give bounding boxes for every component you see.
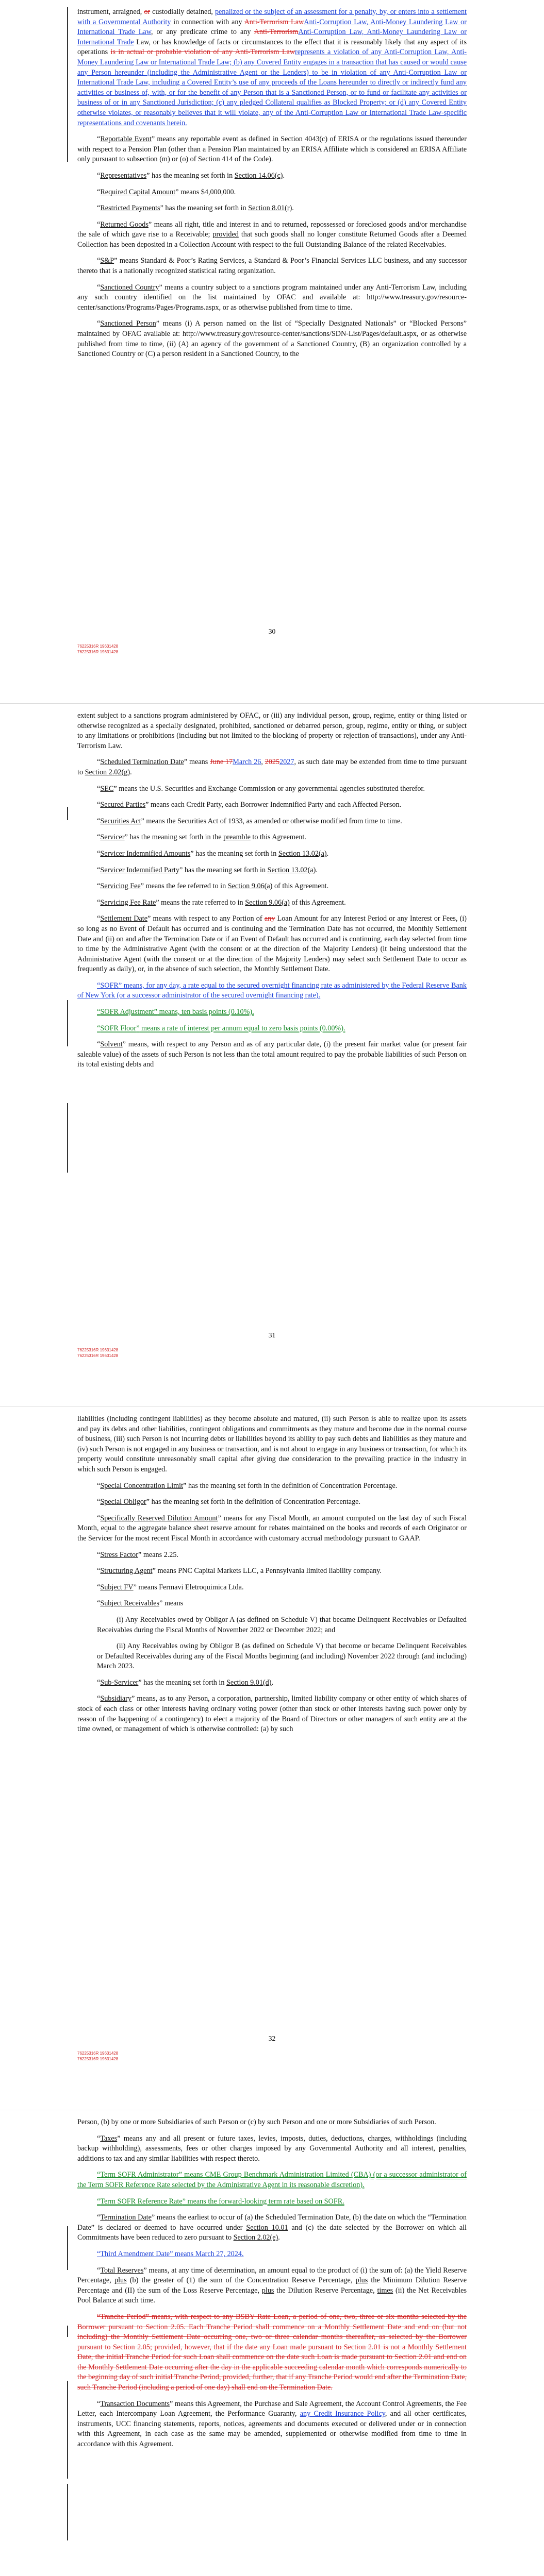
def-tranche-period-deleted: “Tranche Period” means, with respect to any BSBY Rate Loan, a period of one, two, three or six months selected by the Borrower pursuant to Section 2.05. Each Tranche Period shall commence on a Monthly Settlement Date and end on (but not including) the Monthly Settlement Date occurring one, two or three calendar months thereafter, as selected by the Borrower pursuant to Section 2.05; provided, however, that if the date any Loan made pursuant to Section 2.01 is not a Monthly Settlement Date, the initial Tranche Period for such Loan shall commence on the date such Loan is made pursuant to Section 2.01 and end on the Monthly Settlement Date occurring after the day in the applicable succeeding calendar month which corresponds numerically to the beginning day of such initial Tranche Period, provided, further, that if any Tranche Period would end after the Termination Date, such Tranche Period (including a period of one day) shall end on the Termination Date.: [77, 2312, 467, 2392]
subject-receivables-clause-i: (i) Any Receivables owed by Obligor A (as defined on Schedule V) that became Delinquent Receivables or Defaulted Receivables during the Fiscal Months of November 2022 or December 2022; and: [97, 1615, 467, 1634]
def-sofr-floor: “SOFR Floor” means a rate of interest per annum equal to zero basis points (0.00%).: [97, 1024, 345, 1032]
change-bar: [67, 2484, 68, 2540]
page-number: 32: [268, 2035, 276, 2042]
paragraph-intro: instrument, arraigned, or custodially detained, penalized or the subject of an assessment for a penalty, by, or enters into a settlement with a Governmental Authority in connection with any Anti-Terrorism LawAnti-Corruption Law, Anti-Money Laundering Law or International Trade Law, or any predicate crime to any Anti-TerrorismAnti-Corruption Law, Anti-Money Laundering Law or International Trade Law, or has knowledge of facts or circumstances to the effect that it is reasonably likely that any aspect of its operations is in actual or probable violation of any Anti-Terrorism Lawrepresents a violation of any Anti-Corruption Law, Anti-Money Laundering Law or International Trade Law; (b) any Covered Entity engages in a transaction that has caused or would cause any Person hereunder (including the Administrative Agent or the Lenders) to be in violation of any Anti-Corruption Law or International Trade Law, including a Covered Entity’s use of any proceeds of the Loans hereunder to directly or indirectly fund any activities or business of, with, or for the benefit of any Person that is a Sanctioned Person, or to fund or facilitate any activities or business of or in any Sanctioned Jurisdiction; (c) any pledged Collateral qualifies as Blocked Property; or (d) any Covered Entity otherwise violates, or reasonably believes that it will violate, any of the Anti-Corruption Law or International Trade Law-specific representations and covenants herein.: [77, 8, 467, 127]
def-required-capital-amount: “Required Capital Amount” means $4,000,000.: [97, 188, 236, 196]
def-stress-factor: “Stress Factor” means 2.25.: [97, 1550, 179, 1559]
page-30: [0, 0, 544, 703]
def-restricted-payments: “Restricted Payments” has the meaning set forth in Section 8.01(r).: [97, 204, 294, 213]
def-scheduled-termination-date: “Scheduled Termination Date” means June 17March 26, 20252027, as such date may be extended from time to time pursuant to Section 2.02(g).: [77, 758, 467, 776]
change-bar: [67, 2381, 68, 2479]
def-taxes: “Taxes” means any and all present or future taxes, levies, imposts, duties, deductions, charges, withholdings (including backup withholding), assessments, fees or other charges imposed by any Governmental Authority and all interest, penalties, additions to tax and any similar liabilities with respect thereto.: [77, 2134, 467, 2163]
def-servicing-fee-rate: “Servicing Fee Rate” means the rate referred to in Section 9.06(a) of this Agreement.: [97, 898, 346, 907]
def-subsidiary: “Subsidiary” means, as to any Person, a corporation, partnership, limited liability company or other entity of which shares of stock of each class or other interests having ordinary voting power (other than stock or other interests having such power only by reason of the happening of a contingency) to elect a majority of the Board of Directors or other managers of such entity are at the time owned, or management of which is otherwise controlled: (a) by such: [77, 1694, 467, 1734]
def-sub-servicer: “Sub-Servicer” has the meaning set forth in Section 9.01(d).: [97, 1678, 274, 1687]
page-32: [0, 1406, 544, 2110]
change-bar: [67, 2326, 68, 2337]
def-sofr: “SOFR” means, for any day, a rate equal to the secured overnight financing rate as administered by the Federal Reserve Bank of New York (or a successor administrator of the secured overnight financing rate).: [77, 981, 467, 1000]
change-bar: [67, 1000, 68, 1046]
def-term-sofr-reference-rate: “Term SOFR Reference Rate” means the forward-looking term rate based on SOFR.: [97, 2197, 344, 2206]
footer-doc-id: 76225316R 19631428 76225316R 19631428: [77, 1348, 119, 1358]
def-term-sofr-administrator: “Term SOFR Administrator” means CME Group Benchmark Administration Limited (CBA) (or a successor administrator of the Term SOFR Reference Rate selected by the Administrative Agent in its reasonable discretion).: [77, 2171, 467, 2189]
def-securities-act: “Securities Act” means the Securities Act of 1933, as amended or otherwise modified from time to time.: [97, 817, 402, 825]
def-settlement-date: “Settlement Date” means with respect to any Portion of any Loan Amount for any Interest Period or any Interest or Fees, (i) so long as no Event of Default has occurred and is continuing and the Termination Date has not occurred, the Monthly Settlement Date and (ii) on and after the Termination Date or if an Event of Default has occurred and is continuing, each day selected from time to time by the Administrative Agent (with the consent or at the direction of the Majority Lenders) (it being understood that the Administrative Agent (with the consent or at the direction of the Majority Lenders) may select such Settlement Date to occur as frequently as daily), or, in the absence of such selection, the Monthly Settlement Date.: [77, 914, 467, 974]
def-returned-goods: “Returned Goods” means all right, title and interest in and to returned, repossessed or foreclosed goods and/or merchandise the sale of which gave rise to a Receivable; provided that such goods shall no longer constitute Returned Goods after a Deemed Collection has been deposited in a Collection Account with respect to the full Outstanding Balance of the related Receivables.: [77, 220, 467, 249]
def-representatives: “Representatives” has the meaning set forth in Section 14.06(c).: [97, 171, 285, 180]
def-secured-parties: “Secured Parties” means each Credit Party, each Borrower Indemnified Party and each Affected Person.: [97, 801, 402, 809]
page-31: [0, 703, 544, 1406]
def-third-amendment-date: “Third Amendment Date” means March 27, 2024.: [97, 2249, 244, 2258]
def-reportable-event: “Reportable Event” means any reportable event as defined in Section 4043(c) of ERISA or the regulations issued thereunder with respect to a Pension Plan (other than a Pension Plan maintained by an ERISA Affiliate which is considered an ERISA Affiliate only pursuant to subsection (m) or (o) of Section 414 of the Code).: [77, 135, 467, 164]
change-bar: [67, 7, 68, 162]
paragraph-continued: Person, (b) by one or more Subsidiaries of such Person or (c) by such Person and one or more Subsidiaries of such Person.: [77, 2118, 436, 2126]
def-s-and-p: “S&P” means Standard & Poor’s Rating Services, a Standard & Poor’s Financial Services LLC business, and any successor thereto that is a nationally recognized statistical rating organization.: [77, 257, 467, 276]
def-termination-date: “Termination Date” means the earliest to occur of (a) the Scheduled Termination Date, (b) the date on which the “Termination Date” is declared or deemed to have occurred under Section 10.01 and (c) the date selected by the Borrower on which all Commitments have been reduced to zero pursuant to Section 2.02(e).: [77, 2213, 467, 2242]
def-servicing-fee: “Servicing Fee” means the fee referred to in Section 9.06(a) of this Agreement.: [97, 882, 329, 891]
subject-receivables-clause-ii: (ii) Any Receivables owing by Obligor B (as defined on Schedule V) that become or became Delinquent Receivables or Defaulted Receivables during any of the Fiscal Months beginning (and including) November 2022 through (and including) March 2023.: [97, 1642, 467, 1671]
page-number: 31: [268, 1331, 276, 1339]
def-servicer: “Servicer” has the meaning set forth in the preamble to this Agreement.: [97, 833, 306, 842]
def-structuring-agent: “Structuring Agent” means PNC Capital Markets LLC, a Pennsylvania limited liability company.: [97, 1567, 382, 1575]
def-transaction-documents: “Transaction Documents” means this Agreement, the Purchase and Sale Agreement, the Account Control Agreements, the Fee Letter, each Intercompany Loan Agreement, the Performance Guaranty, any Credit Insurance Policy, and all other certificates, instruments, UCC financing statements, reports, notices, agreements and documents executed or delivered under or in connection with this Agreement, in each case as the same may be amended, supplemented or otherwise modified from time to time in accordance with this Agreement.: [77, 2399, 467, 2449]
footer-doc-id: 76225316R 19631428 76225316R 19631428: [77, 2051, 119, 2061]
def-servicer-indemnified-amounts: “Servicer Indemnified Amounts” has the meaning set forth in Section 13.02(a).: [97, 849, 329, 858]
def-total-reserves: “Total Reserves” means, at any time of determination, an amount equal to the product of (i) the sum of: (a) the Yield Reserve Percentage, plus (b) the greater of (1) the sum of the Concentration Reserve Percentage, plus the Minimum Dilution Reserve Percentage and (II) the sum of the Loss Reserve Percentage, plus the Dilution Reserve Percentage, times (ii) the Net Receivables Pool Balance at such time.: [77, 2266, 467, 2305]
paragraph-continued: liabilities (including contingent liabilities) as they become absolute and matured, (ii) such Person is able to realize upon its assets and pay its debts and other liabilities, contingent obligations and commitments as they mature and become due in the normal course of business, (iii) such Person is not incurring debts or liabilities beyond its ability to pay such debts and liabilities as they mature and (iv) such Person is not engaged in any business or transaction, and is not about to engage in any business or transaction, for which its property would constitute unreasonably small capital after giving due consideration to the prevailing practice in the industry in which such Person is engaged.: [77, 1415, 467, 1473]
def-sec: “SEC” means the U.S. Securities and Exchange Commission or any governmental agencies substituted therefor.: [97, 784, 425, 793]
page-number: 30: [268, 628, 276, 635]
def-subject-fv: “Subject FV” means Fermavi Eletroquimica Ltda.: [97, 1583, 244, 1591]
def-special-concentration-limit: “Special Concentration Limit” has the meaning set forth in the definition of Concentration Percentage.: [97, 1481, 398, 1490]
def-sanctioned-country: “Sanctioned Country” means a country subject to a sanctions program maintained under any Anti-Terrorism Law, including any such country identified on the list maintained by OFAC and available at: http://www.treasury.gov/resource-center/sanctions/Programs/Pages/Programs.aspx, or as otherwise published from time to time.: [77, 283, 467, 312]
def-special-obligor: “Special Obligor” has the meaning set forth in the definition of Concentration Percentage.: [97, 1498, 361, 1506]
def-sanctioned-person: “Sanctioned Person” means (i) A person named on the list of “Specially Designated Nationals” or “Blocked Persons” maintained by OFAC available at: http://www.treasury.gov/resource-center/sanctions/SDN-List/Pages/default.aspx, or as otherwise published from time to time, (ii) (A) an agency of the government of a Sanctioned Country, (B) an organization controlled by a Sanctioned Country or (C) a person resident in a Sanctioned Country, to the: [77, 319, 467, 359]
paragraph-continued: extent subject to a sanctions program administered by OFAC, or (iii) any individual person, group, regime, entity or thing listed or otherwise recognized as a specially designated, prohibited, sanctioned or debarred person, group, regime, entity or thing, or subject to any limitations or prohibitions (including but not limited to the blocking of property or rejection of transactions), under any Anti-Terrorism Law.: [77, 711, 467, 750]
def-subject-receivables: “Subject Receivables” means: [97, 1599, 184, 1608]
change-bar: [67, 1103, 68, 1173]
def-sofr-adjustment: “SOFR Adjustment” means, ten basis points (0.10%).: [97, 1008, 254, 1016]
page-33: [0, 2110, 544, 2576]
def-specifically-reserved-dilution-amount: “Specifically Reserved Dilution Amount” means for any Fiscal Month, an amount computed on the last day of such Fiscal Month, equal to the aggregate balance sheet reserve amount for rebates maintained on the books and records of each Originator or the Servicer for the most recent Fiscal Month in accordance with customary accrual methodology pursuant to GAAP.: [77, 1514, 467, 1543]
footer-doc-id: 76225316R 19631428 76225316R 19631428: [77, 644, 119, 654]
change-bar: [67, 807, 68, 820]
change-bar: [67, 2226, 68, 2270]
def-servicer-indemnified-party: “Servicer Indemnified Party” has the meaning set forth in Section 13.02(a).: [97, 866, 318, 874]
def-solvent: “Solvent” means, with respect to any Person and as of any particular date, (i) the present fair market value (or present fair saleable value) of the assets of such Person is not less than the total amount required to pay the probable liabilities of such Person on its total existing debts and: [77, 1040, 467, 1069]
